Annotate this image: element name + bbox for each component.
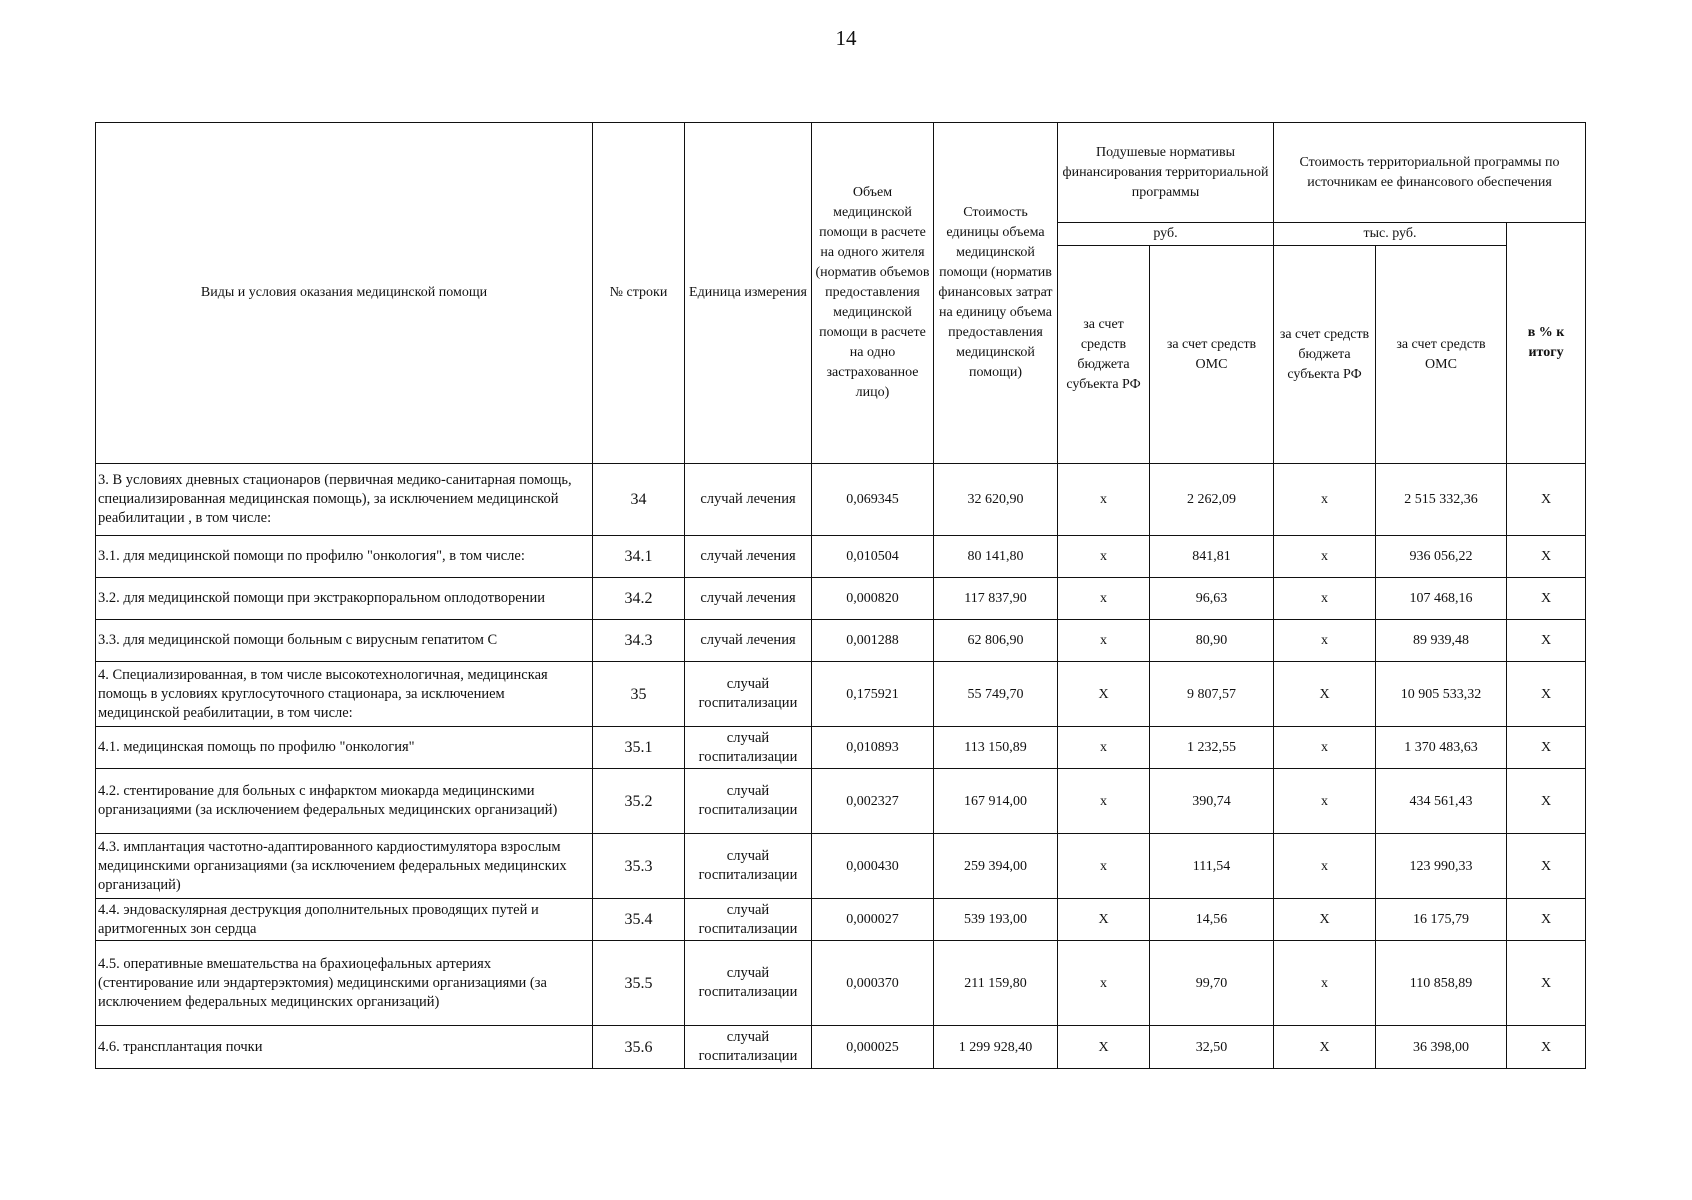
cell-name: 4.2. стентирование для больных с инфарктом миокарда медицинскими организациями (за исключением федеральных медицинских организаций) [96, 769, 593, 834]
cell-volume: 0,175921 [812, 662, 934, 727]
cell-row-number: 34.1 [593, 536, 685, 578]
cell-cost: 117 837,90 [934, 578, 1058, 620]
cell-row-number: 35.6 [593, 1026, 685, 1069]
cell-program-budget: х [1274, 620, 1376, 662]
cell-program-budget: Х [1274, 662, 1376, 727]
cell-volume: 0,000027 [812, 899, 934, 941]
cell-row-number: 34.3 [593, 620, 685, 662]
header-unit: Единица измерения [685, 123, 812, 464]
cell-row-number: 34 [593, 464, 685, 536]
cell-program-budget: х [1274, 769, 1376, 834]
cell-per-capita-budget: х [1058, 769, 1150, 834]
cell-unit: случай госпитализации [685, 899, 812, 941]
cell-per-capita-oms: 96,63 [1150, 578, 1274, 620]
cell-volume: 0,010893 [812, 727, 934, 769]
cell-cost: 113 150,89 [934, 727, 1058, 769]
cell-name: 4. Специализированная, в том числе высокотехнологичная, медицинская помощь в условиях круглосуточного стационара, за исключением медицинской реабилитации, в том числе: [96, 662, 593, 727]
cell-program-oms: 107 468,16 [1376, 578, 1507, 620]
cell-name: 3. В условиях дневных стационаров (первичная медико-санитарная помощь, специализированная медицинская помощь), за исключением медицинской реабилитации , в том числе: [96, 464, 593, 536]
cell-cost: 1 299 928,40 [934, 1026, 1058, 1069]
table-row [96, 620, 1586, 662]
cell-name: 4.5. оперативные вмешательства на брахиоцефальных артериях (стентирование или эндартерэктомия) медицинскими организациями (за исключением федеральных медицинских организаций) [96, 941, 593, 1026]
cell-program-budget: Х [1274, 1026, 1376, 1069]
cell-program-budget: Х [1274, 899, 1376, 941]
cell-program-oms: 1 370 483,63 [1376, 727, 1507, 769]
cell-unit: случай госпитализации [685, 769, 812, 834]
cell-row-number: 35.1 [593, 727, 685, 769]
cell-program-oms: 110 858,89 [1376, 941, 1507, 1026]
table-row [96, 834, 1586, 899]
cell-percent: Х [1507, 941, 1586, 1026]
cell-row-number: 35 [593, 662, 685, 727]
header-per-capita-group: Подушевые нормативы финансирования территориальной программы [1058, 123, 1274, 223]
page-number: 14 [835, 26, 857, 50]
table-row [96, 727, 1586, 769]
table-row [96, 578, 1586, 620]
cell-name: 3.1. для медицинской помощи по профилю "онкология", в том числе: [96, 536, 593, 578]
header-row-number: № строки [593, 123, 685, 464]
cell-per-capita-oms: 32,50 [1150, 1026, 1274, 1069]
cell-program-budget: х [1274, 464, 1376, 536]
cell-percent: Х [1507, 899, 1586, 941]
cell-unit: случай госпитализации [685, 662, 812, 727]
cell-percent: Х [1507, 578, 1586, 620]
cell-cost: 32 620,90 [934, 464, 1058, 536]
cell-volume: 0,010504 [812, 536, 934, 578]
cell-per-capita-oms: 1 232,55 [1150, 727, 1274, 769]
cell-unit: случай лечения [685, 464, 812, 536]
cell-per-capita-budget: х [1058, 536, 1150, 578]
header-per-capita-oms: за счет средств ОМС [1150, 246, 1274, 464]
cell-cost: 55 749,70 [934, 662, 1058, 727]
cell-per-capita-oms: 111,54 [1150, 834, 1274, 899]
cell-percent: Х [1507, 464, 1586, 536]
cell-volume: 0,002327 [812, 769, 934, 834]
table-row [96, 662, 1586, 727]
cell-cost: 80 141,80 [934, 536, 1058, 578]
cell-percent: Х [1507, 536, 1586, 578]
cell-per-capita-budget: Х [1058, 662, 1150, 727]
cell-program-oms: 36 398,00 [1376, 1026, 1507, 1069]
cell-per-capita-budget: Х [1058, 899, 1150, 941]
header-program-cost-group: Стоимость территориальной программы по источникам ее финансового обеспечения [1274, 123, 1586, 223]
cell-percent: Х [1507, 769, 1586, 834]
cell-volume: 0,000820 [812, 578, 934, 620]
cell-cost: 167 914,00 [934, 769, 1058, 834]
table-row [96, 464, 1586, 536]
header-volume: Объем медицинской помощи в расчете на одного жителя (норматив объемов предоставления медицинской помощи в расчете на одно застрахованное лицо) [812, 123, 934, 464]
financing-table [95, 122, 1586, 1069]
cell-cost: 259 394,00 [934, 834, 1058, 899]
cell-program-budget: х [1274, 834, 1376, 899]
cell-program-oms: 89 939,48 [1376, 620, 1507, 662]
cell-program-oms: 123 990,33 [1376, 834, 1507, 899]
cell-per-capita-oms: 841,81 [1150, 536, 1274, 578]
cell-per-capita-budget: х [1058, 620, 1150, 662]
cell-name: 3.3. для медицинской помощи больным с вирусным гепатитом С [96, 620, 593, 662]
cell-unit: случай госпитализации [685, 1026, 812, 1069]
cell-name: 4.6. трансплантация почки [96, 1026, 593, 1069]
table-row [96, 899, 1586, 941]
table-row [96, 941, 1586, 1026]
cell-percent: Х [1507, 834, 1586, 899]
cell-cost: 539 193,00 [934, 899, 1058, 941]
header-name: Виды и условия оказания медицинской помощи [96, 123, 593, 464]
cell-percent: Х [1507, 662, 1586, 727]
cell-volume: 0,001288 [812, 620, 934, 662]
cell-per-capita-oms: 390,74 [1150, 769, 1274, 834]
header-program-oms: за счет средств ОМС [1376, 246, 1507, 464]
header-percent: в % к итогу [1507, 223, 1586, 464]
table-row [96, 1026, 1586, 1069]
cell-per-capita-oms: 9 807,57 [1150, 662, 1274, 727]
cell-program-budget: х [1274, 536, 1376, 578]
cell-program-oms: 2 515 332,36 [1376, 464, 1507, 536]
cell-unit: случай лечения [685, 620, 812, 662]
header-cost: Стоимость единицы объема медицинской помощи (норматив финансовых затрат на единицу объема предоставления медицинской помощи) [934, 123, 1058, 464]
cell-program-budget: х [1274, 727, 1376, 769]
cell-percent: Х [1507, 1026, 1586, 1069]
header-program-budget: за счет средств бюджета субъекта РФ [1274, 246, 1376, 464]
header-per-capita-budget: за счет средств бюджета субъекта РФ [1058, 246, 1150, 464]
header-unit-thousand-rub: тыс. руб. [1274, 223, 1507, 246]
cell-per-capita-oms: 80,90 [1150, 620, 1274, 662]
cell-unit: случай госпитализации [685, 727, 812, 769]
cell-volume: 0,000370 [812, 941, 934, 1026]
cell-row-number: 35.3 [593, 834, 685, 899]
cell-name: 4.4. эндоваскулярная деструкция дополнительных проводящих путей и аритмогенных зон сердца [96, 899, 593, 941]
cell-volume: 0,000025 [812, 1026, 934, 1069]
cell-row-number: 35.5 [593, 941, 685, 1026]
cell-per-capita-oms: 2 262,09 [1150, 464, 1274, 536]
cell-name: 3.2. для медицинской помощи при экстракорпоральном оплодотворении [96, 578, 593, 620]
cell-name: 4.1. медицинская помощь по профилю "онкология" [96, 727, 593, 769]
cell-percent: Х [1507, 620, 1586, 662]
cell-row-number: 35.4 [593, 899, 685, 941]
cell-program-oms: 10 905 533,32 [1376, 662, 1507, 727]
cell-per-capita-budget: х [1058, 464, 1150, 536]
cell-name: 4.3. имплантация частотно-адаптированного кардиостимулятора взрослым медицинскими организациями (за исключением федеральных медицинских организаций) [96, 834, 593, 899]
cell-unit: случай лечения [685, 578, 812, 620]
cell-per-capita-oms: 14,56 [1150, 899, 1274, 941]
cell-per-capita-budget: х [1058, 727, 1150, 769]
cell-row-number: 34.2 [593, 578, 685, 620]
cell-per-capita-budget: х [1058, 941, 1150, 1026]
cell-program-oms: 16 175,79 [1376, 899, 1507, 941]
table-body [96, 464, 1586, 1069]
cell-unit: случай госпитализации [685, 941, 812, 1026]
cell-program-budget: х [1274, 578, 1376, 620]
table-row [96, 536, 1586, 578]
header-unit-rub: руб. [1058, 223, 1274, 246]
cell-program-oms: 434 561,43 [1376, 769, 1507, 834]
cell-volume: 0,069345 [812, 464, 934, 536]
cell-per-capita-budget: х [1058, 578, 1150, 620]
cell-volume: 0,000430 [812, 834, 934, 899]
cell-unit: случай лечения [685, 536, 812, 578]
cell-percent: Х [1507, 727, 1586, 769]
cell-program-oms: 936 056,22 [1376, 536, 1507, 578]
cell-per-capita-budget: Х [1058, 1026, 1150, 1069]
cell-per-capita-oms: 99,70 [1150, 941, 1274, 1026]
cell-per-capita-budget: х [1058, 834, 1150, 899]
cell-unit: случай госпитализации [685, 834, 812, 899]
cell-cost: 62 806,90 [934, 620, 1058, 662]
cell-program-budget: х [1274, 941, 1376, 1026]
cell-row-number: 35.2 [593, 769, 685, 834]
cell-cost: 211 159,80 [934, 941, 1058, 1026]
table-row [96, 769, 1586, 834]
